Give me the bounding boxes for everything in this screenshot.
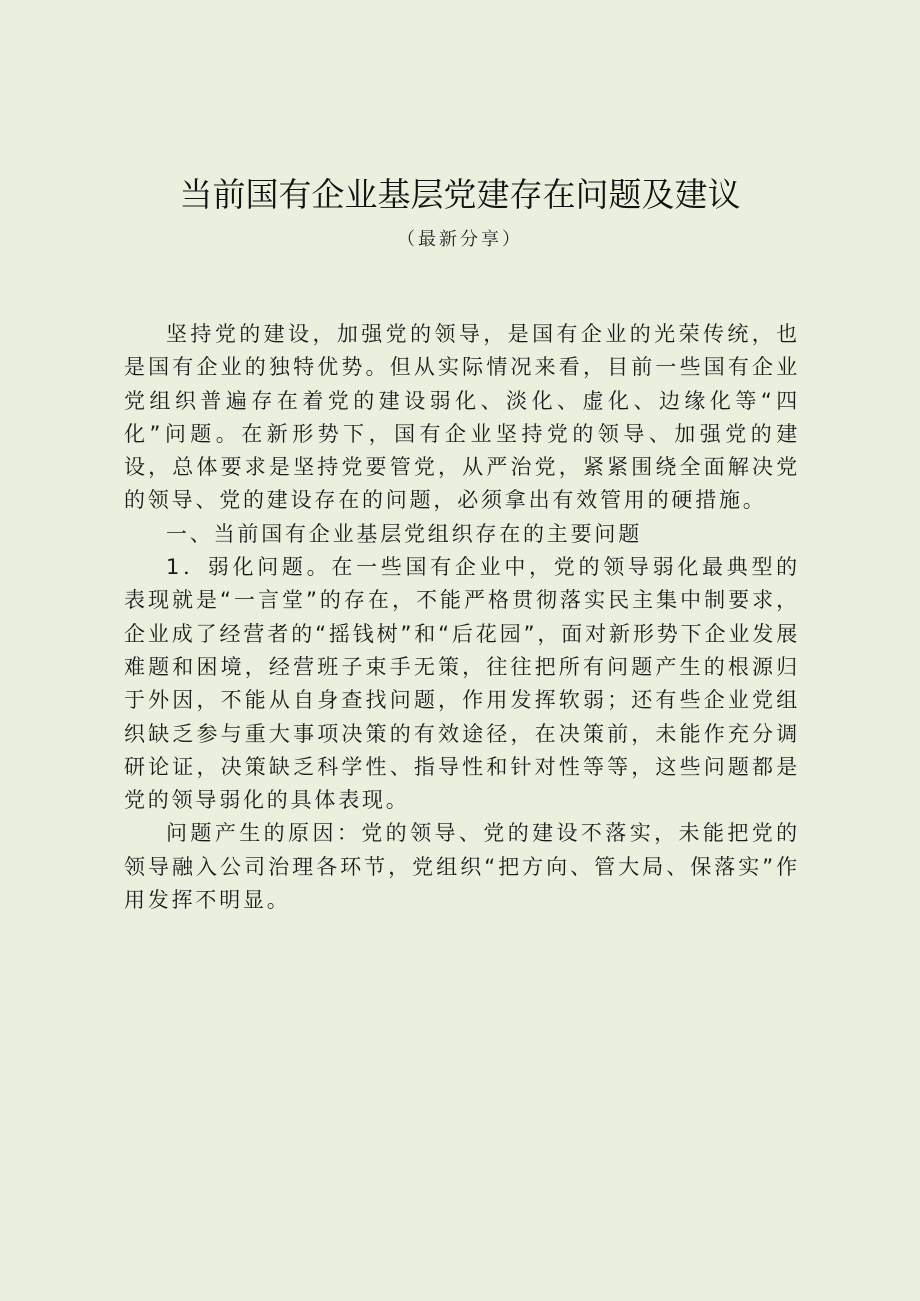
document-body [124, 318, 800, 917]
paragraph-intro: 坚持党的建设，加强党的领导，是国有企业的光荣传统，也是国有企业的独特优势。但从实际情况来看，目前一些国有企业党组织普遍存在着党的建设弱化、淡化、虚化、边缘化等“四化”问题。在新形势下，国有企业坚持党的领导、加强党的建设，总体要求是坚持党要管党，从严治党，紧紧围绕全面解决党的领导、党的建设存在的问题，必须拿出有效管用的硬措施。 [124, 322, 800, 513]
document-subtitle: （最新分享） [397, 229, 523, 250]
document-title: 当前国有企业基层党建存在问题及建议 [179, 175, 741, 214]
paragraph-cause: 问题产生的原因：党的领导、党的建设不落实，未能把党的领导融入公司治理各环节，党组织“把方向、管大局、保落实”作用发挥不明显。 [124, 821, 800, 913]
paragraph-weakening-issue: 1．弱化问题。在一些国有企业中，党的领导弱化最典型的表现就是“一言堂”的存在，不能严格贯彻落实民主集中制要求，企业成了经营者的“摇钱树”和“后花园”，面对新形势下企业发展难题和困境，经营班子束手无策，往往把所有问题产生的根源归于外因，不能从自身查找问题，作用发挥软弱；还有些企业党组织缺乏参与重大事项决策的有效途径，在决策前，未能作充分调研论证，决策缺乏科学性、指导性和针对性等等，这些问题都是党的领导弱化的具体表现。 [124, 555, 800, 813]
section-heading: 一、当前国有企业基层党组织存在的主要问题 [166, 521, 642, 546]
